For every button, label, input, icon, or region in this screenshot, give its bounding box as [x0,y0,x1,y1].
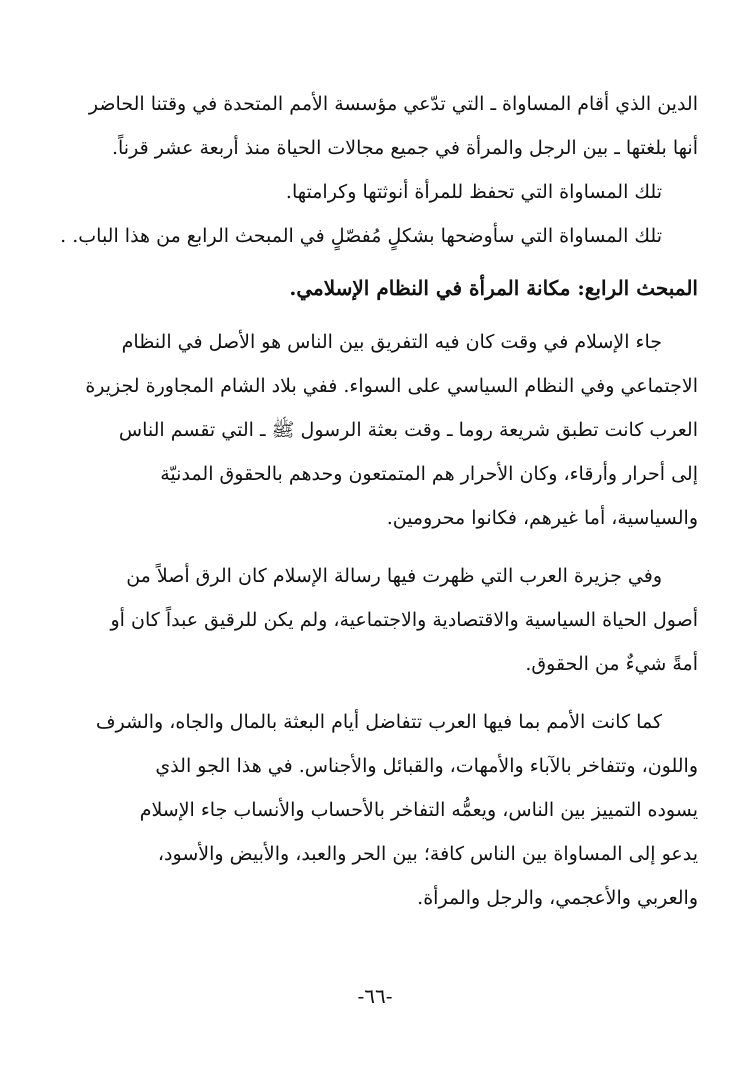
text-line: أصول الحياة السياسية والاقتصادية والاجتماعية، ولم يكن للرقيق عبداً كان أو [110,609,698,631]
text-line: تلك المساواة التي سأوضحها بشكلٍ مُفصّلٍ في المبحث الرابع من هذا الباب. . [60,225,662,247]
page-number: -٦٦- [357,984,393,1008]
text-line: تلك المساواة التي تحفظ للمرأة أنوثتها وكرامتها. [285,181,662,203]
text-line: أنها بلغتها ـ بين الرجل والمرأة في جميع مجالات الحياة منذ أربعة عشر قرناً. [111,137,698,159]
text-line: وفي جزيرة العرب التي ظهرت فيها رسالة الإسلام كان الرق أصلاً من [126,565,662,587]
text-line: إلى أحرار وأرقاء، وكان الأحرار هم المتمتعون وحدهم بالحقوق المدنيّة [160,463,698,485]
text-line: يسوده التمييز بين الناس، ويعمُّه التفاخر بالأحساب والأنساب جاء الإسلام [139,799,698,821]
text-line: والعربي والأعجمي، والرجل والمرأة. [417,887,698,909]
section-heading: المبحث الرابع: مكانة المرأة في النظام الإسلامي. [289,276,698,300]
text-line: الدين الذي أقام المساواة ـ التي تدّعي مؤسسة الأمم المتحدة في وقتنا الحاضر [88,93,698,115]
text-line: يدعو إلى المساواة بين الناس كافة؛ بين الحر والعبد، والأبيض والأسود، [157,843,698,865]
text-line: العرب كانت تطبق شريعة روما ـ وقت بعثة الرسول ﷺ ـ التي تقسم الناس [118,419,698,441]
text-line: أمةً شيءٌ من الحقوق. [525,653,698,675]
document-page [52,82,698,920]
paragraph-gap [52,540,698,554]
text-line: الاجتماعي وفي النظام السياسي على السواء. ففي بلاد الشام المجاورة لجزيرة [85,375,698,397]
text-line: جاء الإسلام في وقت كان فيه التفريق بين الناس هو الأصل في النظام [121,331,662,353]
paragraph-gap [52,686,698,700]
text-line: كما كانت الأمم بما فيها العرب تتفاضل أيام البعثة بالمال والجاه، والشرف [95,711,662,733]
text-line: والسياسية، أما غيرهم، فكانوا محرومين. [386,507,698,529]
text-line: واللون، وتتفاخر بالآباء والأمهات، والقبائل والأجناس. في هذا الجو الذي [155,755,698,777]
